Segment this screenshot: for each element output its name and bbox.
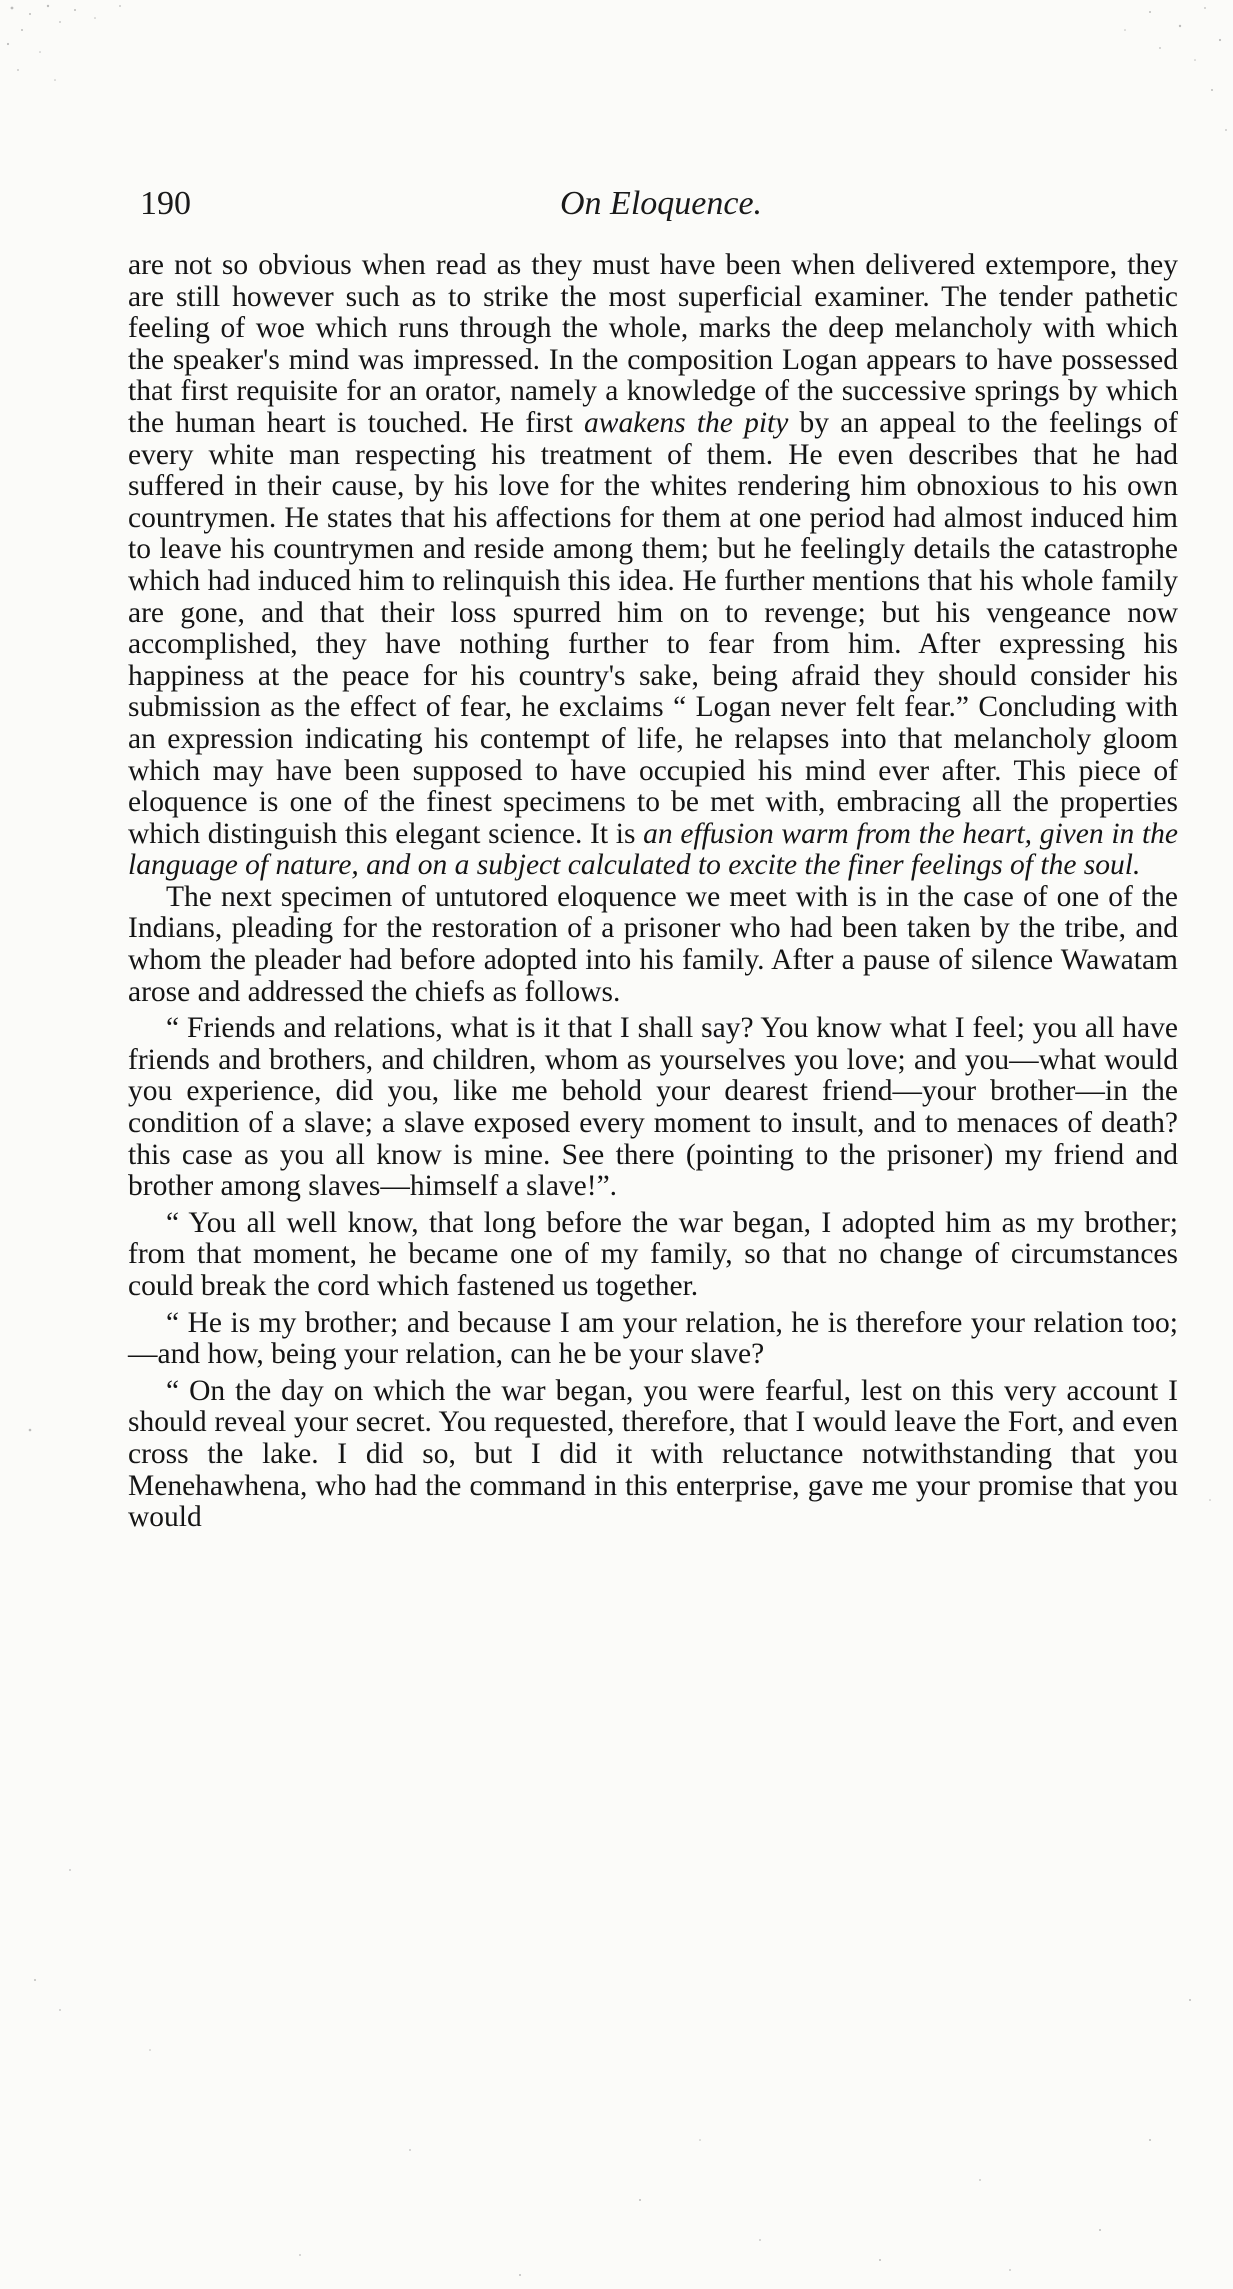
speech-paragraph: “ He is my brother; and because I am your relation, he is therefore your relation too;—and how, being your relation, can he be your slave? — [128, 1306, 1178, 1371]
italic-phrase: awakens the pity — [584, 406, 789, 439]
page-number: 190 — [140, 185, 191, 222]
body-text — [128, 250, 1178, 1534]
page-header — [140, 185, 1190, 231]
speech-paragraph: “ On the day on which the war began, you were fearful, lest on this very account I should reveal your secret. You requested, therefore, that I would leave the Fort, and even cross the lake. I did so, but I did it with reluctance notwithstanding that you Menehawhena, who had the command in this enterprise, gave me your promise that you would — [128, 1374, 1178, 1534]
running-head: On Eloquence. — [560, 185, 763, 222]
speech-paragraph: “ Friends and relations, what is it that I shall say? You know what I feel; you all have friends and brothers, and children, whom as yourselves you love; and you—what would you experience, did you, like me behold your dearest friend—your brother—in the condition of a slave; a slave exposed every moment to insult, and to menaces of death? this case as you all know is mine. See there (pointing to the prisoner) my friend and brother among slaves—himself a slave!”. — [128, 1012, 1178, 1203]
paragraph-text: are not so obvious when read as they must have been when delivered extempore, they are still however such as to strike the most superficial examiner. The tender pathetic feeling of woe which runs through the whole, marks the deep melancholy with which the speaker's mind was impressed. In the composition Logan appears to have possessed that first requisite for an orator, namely a knowledge of the successive springs by which the human heart is touched. He first — [128, 249, 1178, 439]
paragraph-logan-analysis — [128, 250, 1178, 882]
italic-phrase: an effusion warm from the heart, given in the language of nature, and on a subject calculated to excite the finer feelings of the soul. — [128, 817, 1178, 882]
paragraph-next-specimen: The next specimen of untutored eloquence we meet with is in the case of one of the Indians, pleading for the restoration of a prisoner who had been taken by the tribe, and whom the pleader had before adopted into his family. After a pause of silence Wawatam arose and addressed the chiefs as follows. — [128, 880, 1178, 1008]
speech-paragraph: “ You all well know, that long before the war began, I adopted him as my brother; from that moment, he became one of my family, so that no change of circumstances could break the cord which fastened us together. — [128, 1206, 1178, 1302]
paragraph-text: by an appeal to the feelings of every white man respecting his treatment of them. He even describes that he had suffered in their cause, by his love for the whites rendering him obnoxious to his own countrymen. He states that his affections for them at one period had almost induced him to leave his countrymen and reside among them; but he feelingly details the catastrophe which had induced him to relinquish this idea. He further mentions that his whole family are gone, and that their loss spurred him on to revenge; but his vengeance now accomplished, they have nothing further to fear from him. After expressing his happiness at the peace for his country's sake, being afraid they should consider his submission as the effect of fear, he exclaims “ Logan never felt fear.” Concluding with an expression indicating his contempt of life, he relapses into that melancholy gloom which may have been supposed to have occupied his mind ever after. This piece of eloquence is one of the finest specimens to be met with, embracing all the properties which distinguish this elegant science. It is — [128, 406, 1178, 850]
